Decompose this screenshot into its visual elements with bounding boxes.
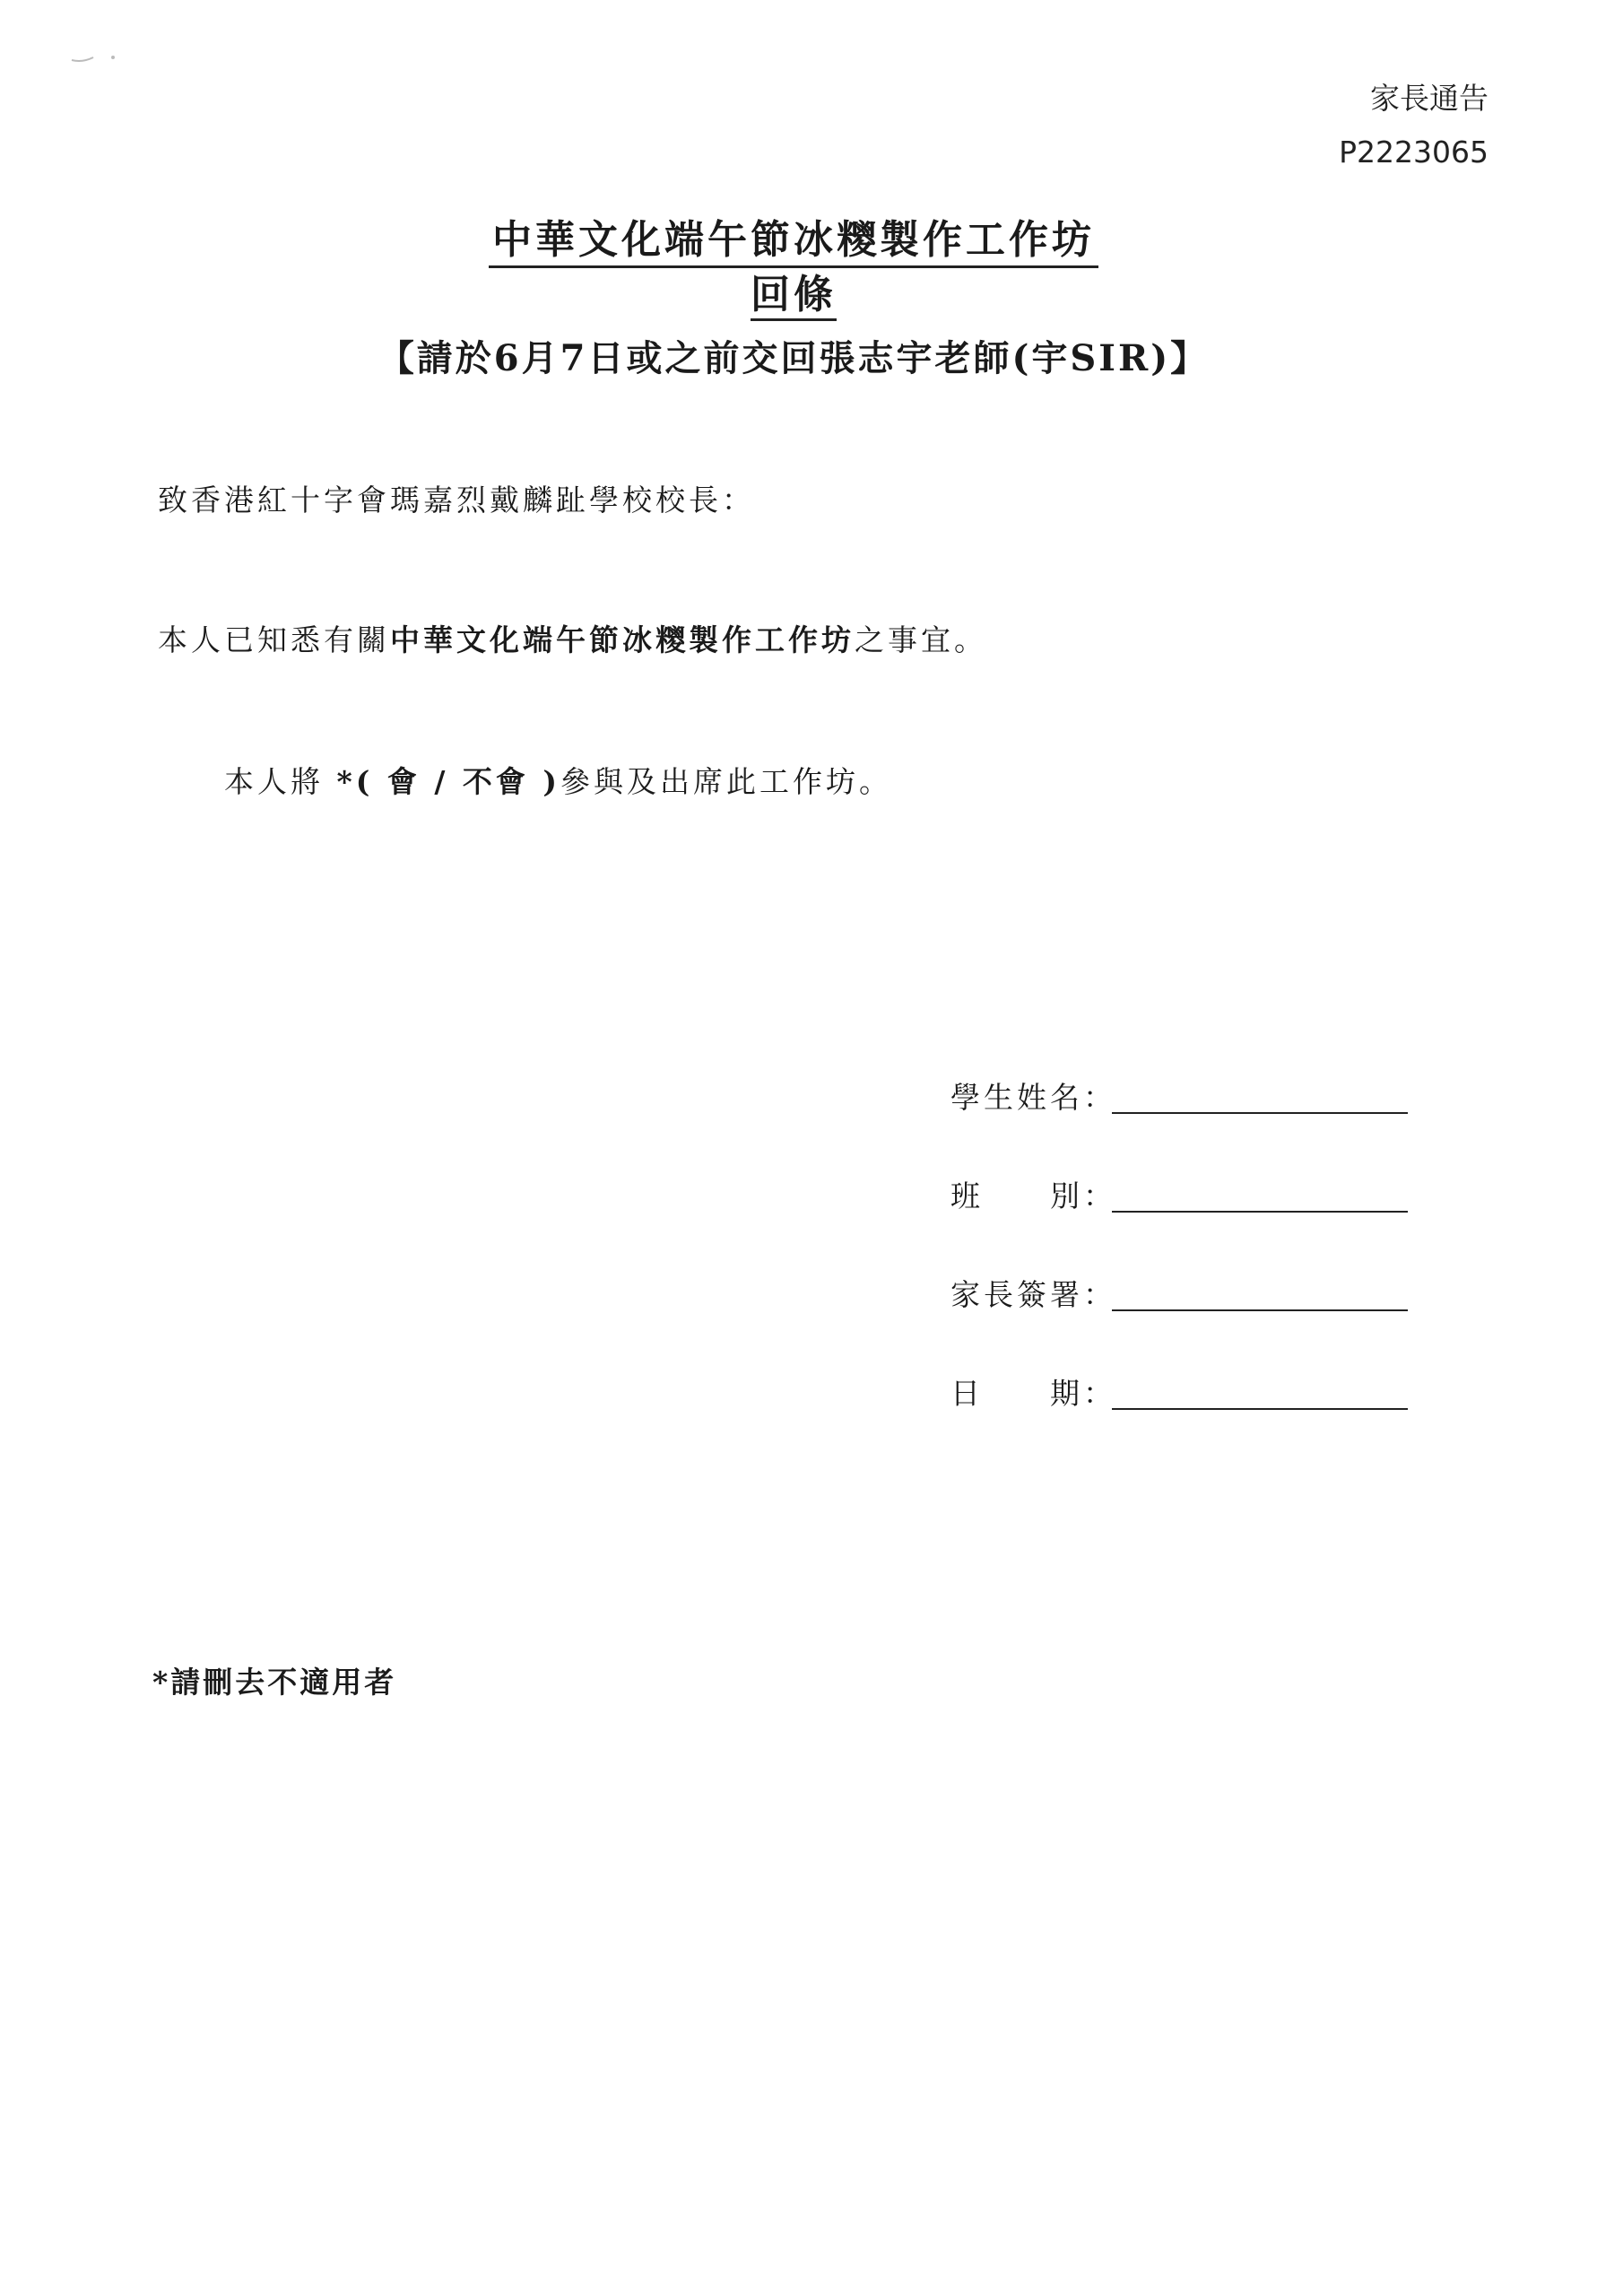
addressee-line: 致香港紅十字會瑪嘉烈戴麟趾學校校長： — [158, 483, 755, 517]
signature-fields — [950, 1067, 1417, 1462]
deadline-note: 【請於6月7日或之前交回張志宇老師(宇SIR)】 — [378, 337, 1210, 379]
notice-code: P2223065 — [1339, 135, 1488, 170]
attend-suffix: 參與及出席此工作坊。 — [560, 764, 892, 799]
notice-type: 家長通告 — [1370, 81, 1488, 116]
scan-mark-decoration — [70, 52, 124, 65]
attend-prefix: 本人將 — [224, 764, 324, 799]
page-title: 中華文化端午節冰糭製作工作坊 — [489, 215, 1098, 268]
notice-header — [1339, 72, 1488, 179]
student-name-label: 學生姓名： — [950, 1080, 1116, 1115]
footnote: *請刪去不適用者 — [152, 1665, 397, 1700]
title-block — [0, 215, 1623, 381]
parent-signature-blank[interactable] — [1112, 1309, 1408, 1311]
parent-signature-label: 家長簽署： — [950, 1277, 1116, 1312]
attend-choice[interactable]: *( 會 / 不會 ) — [336, 764, 560, 799]
class-label: 班 別： — [950, 1178, 1116, 1213]
acknowledge-prefix: 本人已知悉有關 — [158, 622, 390, 657]
date-field[interactable] — [950, 1363, 1417, 1462]
attend-line — [224, 759, 892, 801]
student-name-blank[interactable] — [1112, 1112, 1408, 1114]
page-subtitle: 回條 — [751, 272, 837, 321]
date-blank[interactable] — [1112, 1408, 1408, 1410]
class-field[interactable] — [950, 1166, 1417, 1265]
class-blank[interactable] — [1112, 1211, 1408, 1213]
acknowledge-line — [158, 617, 987, 659]
date-label: 日 期： — [950, 1376, 1116, 1411]
parent-signature-field[interactable] — [950, 1265, 1417, 1363]
student-name-field[interactable] — [950, 1067, 1417, 1166]
acknowledge-event: 中華文化端午節冰糭製作工作坊 — [390, 622, 855, 657]
acknowledge-suffix: 之事宜。 — [855, 622, 987, 657]
